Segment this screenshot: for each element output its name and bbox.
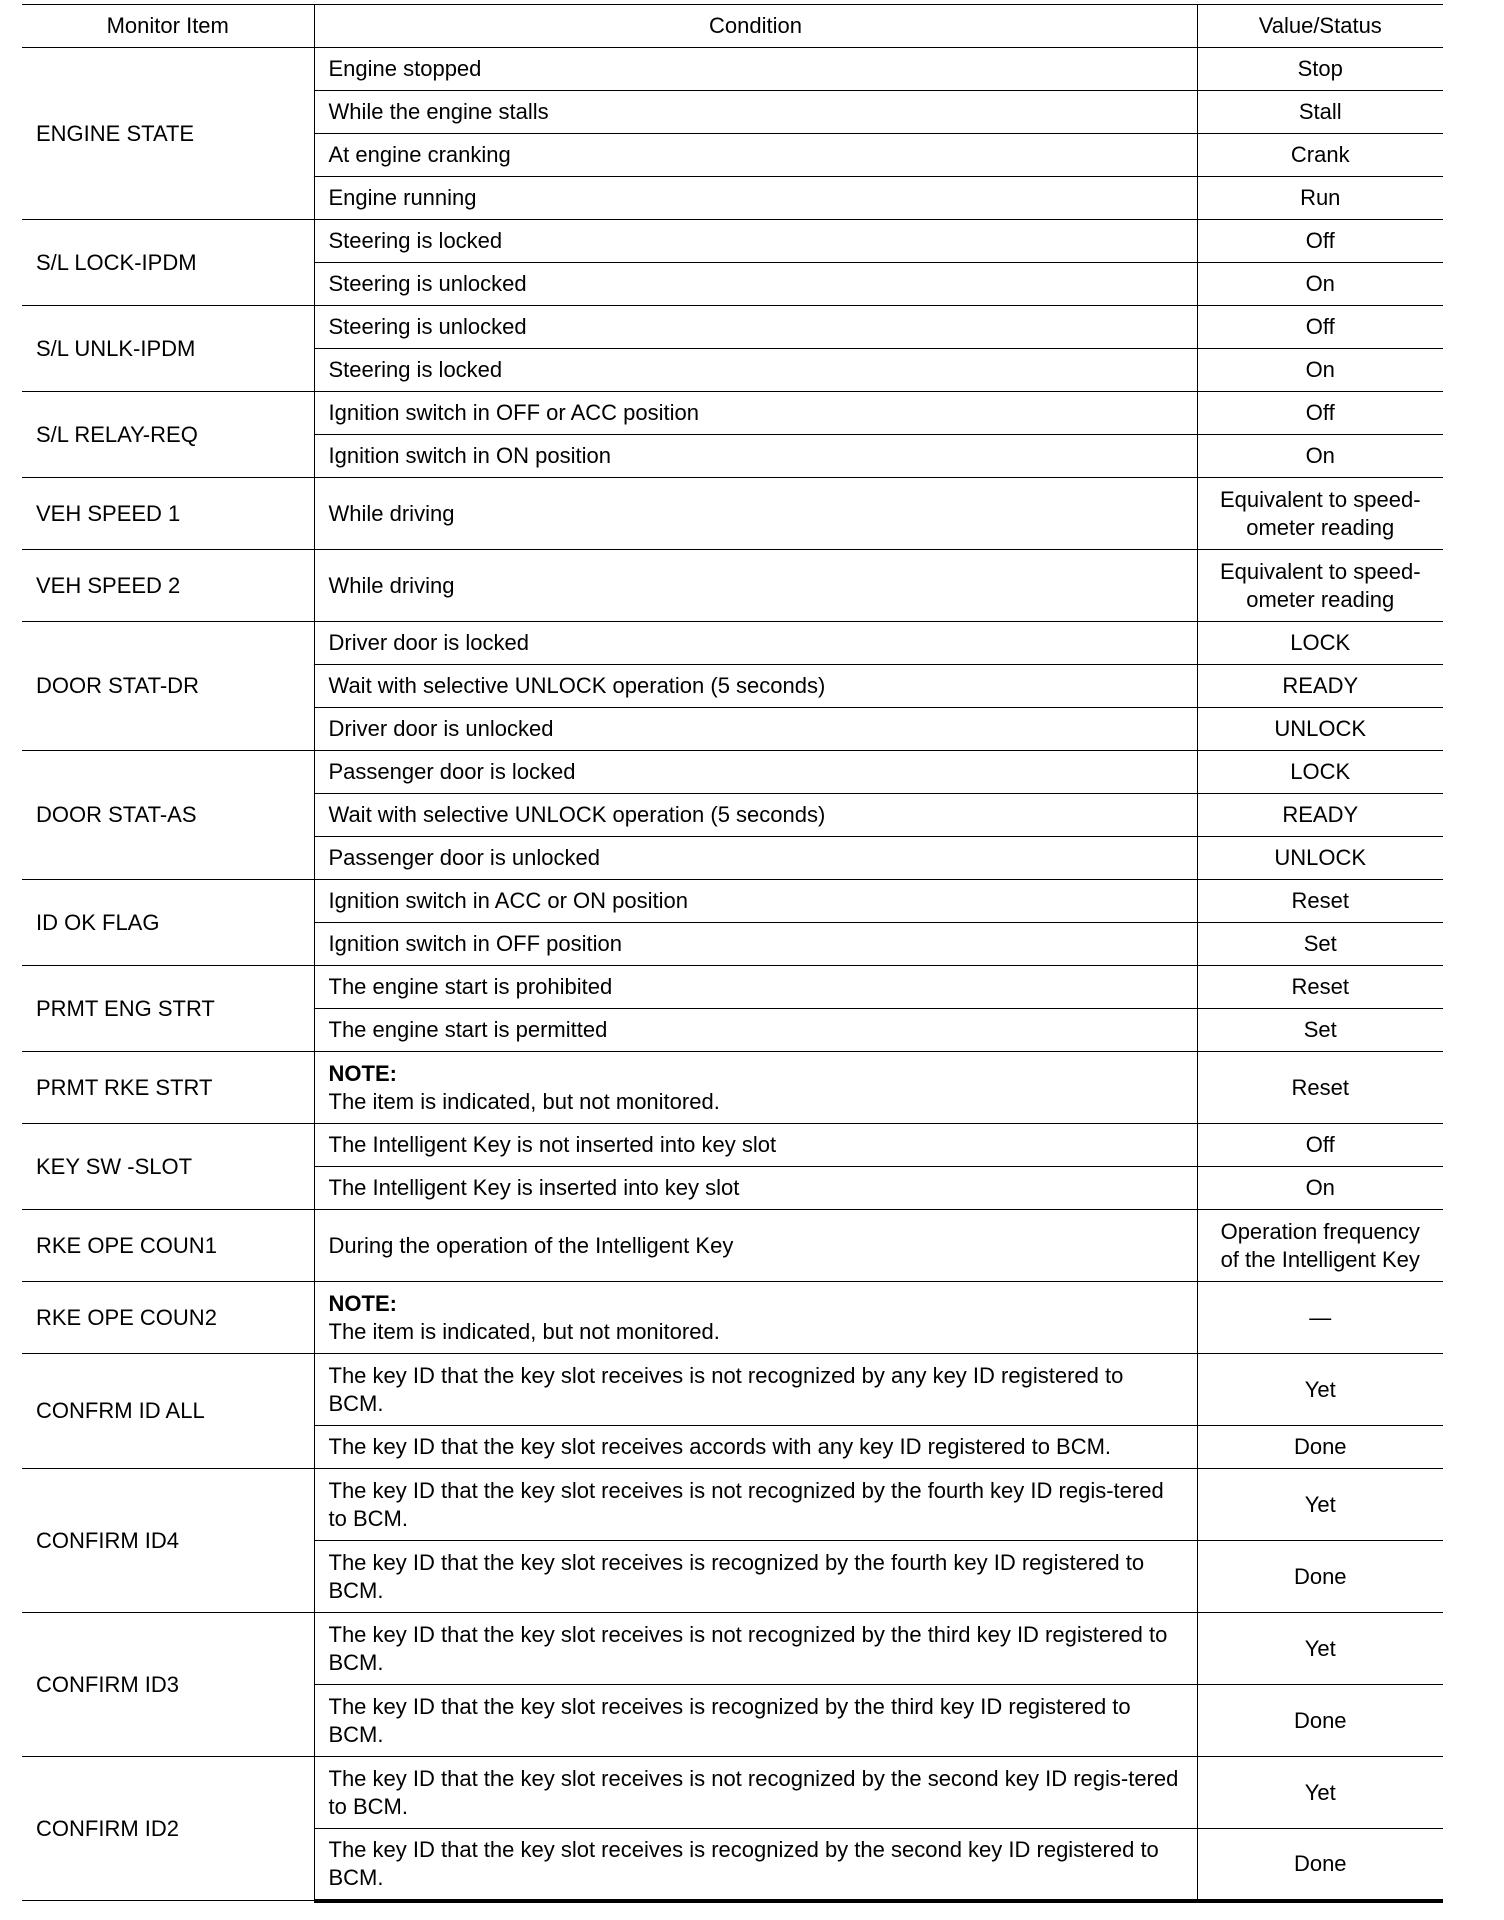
condition-cell: The Intelligent Key is not inserted into key slot xyxy=(314,1124,1197,1167)
value-status-cell: Done xyxy=(1197,1541,1443,1613)
table-header-row xyxy=(22,5,1443,48)
condition-cell: The key ID that the key slot receives is not recognized by the second key ID regis-tered to BCM. xyxy=(314,1757,1197,1829)
condition-cell: During the operation of the Intelligent Key xyxy=(314,1210,1197,1282)
table-row xyxy=(22,751,1443,794)
condition-cell: Ignition switch in OFF or ACC position xyxy=(314,392,1197,435)
condition-cell: Wait with selective UNLOCK operation (5 seconds) xyxy=(314,665,1197,708)
value-status-cell: Equivalent to speed-ometer reading xyxy=(1197,478,1443,550)
table-row xyxy=(22,1613,1443,1685)
value-status-cell: Yet xyxy=(1197,1613,1443,1685)
condition-cell xyxy=(314,1282,1197,1354)
condition-cell: The key ID that the key slot receives is not recognized by any key ID registered to BCM. xyxy=(314,1354,1197,1426)
value-status-cell: Off xyxy=(1197,306,1443,349)
value-status-cell: On xyxy=(1197,349,1443,392)
value-status-cell: Done xyxy=(1197,1685,1443,1757)
monitor-item-cell: S/L UNLK-IPDM xyxy=(22,306,314,392)
value-status-cell: Done xyxy=(1197,1426,1443,1469)
table-row xyxy=(22,966,1443,1009)
value-status-cell: On xyxy=(1197,435,1443,478)
monitor-item-cell: ENGINE STATE xyxy=(22,48,314,220)
value-status-cell: Reset xyxy=(1197,1052,1443,1124)
condition-cell: At engine cranking xyxy=(314,134,1197,177)
condition-cell: The key ID that the key slot receives is not recognized by the fourth key ID regis-tered to BCM. xyxy=(314,1469,1197,1541)
value-status-cell: Crank xyxy=(1197,134,1443,177)
value-status-cell: On xyxy=(1197,1167,1443,1210)
monitor-item-cell: S/L RELAY-REQ xyxy=(22,392,314,478)
value-status-cell: Stop xyxy=(1197,48,1443,91)
table-row xyxy=(22,392,1443,435)
value-status-cell: Done xyxy=(1197,1829,1443,1901)
condition-cell: Steering is unlocked xyxy=(314,306,1197,349)
table-row xyxy=(22,1124,1443,1167)
condition-cell: Steering is locked xyxy=(314,349,1197,392)
condition-cell: Ignition switch in OFF position xyxy=(314,923,1197,966)
header-value-status: Value/Status xyxy=(1197,5,1443,48)
condition-cell: Ignition switch in ON position xyxy=(314,435,1197,478)
table-row xyxy=(22,48,1443,91)
value-status-cell: Stall xyxy=(1197,91,1443,134)
value-status-cell: Operation frequency of the Intelligent Key xyxy=(1197,1210,1443,1282)
value-status-cell: Off xyxy=(1197,392,1443,435)
condition-cell: Passenger door is unlocked xyxy=(314,837,1197,880)
condition-cell: While the engine stalls xyxy=(314,91,1197,134)
condition-cell: The engine start is prohibited xyxy=(314,966,1197,1009)
condition-cell: The Intelligent Key is inserted into key slot xyxy=(314,1167,1197,1210)
condition-cell: The key ID that the key slot receives is recognized by the third key ID registered to BCM. xyxy=(314,1685,1197,1757)
monitor-item-cell: VEH SPEED 1 xyxy=(22,478,314,550)
table-row xyxy=(22,1282,1443,1354)
monitor-table xyxy=(22,4,1443,1903)
table-row xyxy=(22,1210,1443,1282)
monitor-item-cell: RKE OPE COUN2 xyxy=(22,1282,314,1354)
condition-cell: The key ID that the key slot receives accords with any key ID registered to BCM. xyxy=(314,1426,1197,1469)
value-status-cell: Reset xyxy=(1197,966,1443,1009)
value-status-cell: LOCK xyxy=(1197,751,1443,794)
condition-cell: The key ID that the key slot receives is recognized by the fourth key ID registered to BCM. xyxy=(314,1541,1197,1613)
value-status-cell: Reset xyxy=(1197,880,1443,923)
monitor-item-cell: PRMT RKE STRT xyxy=(22,1052,314,1124)
value-status-cell: LOCK xyxy=(1197,622,1443,665)
table-row xyxy=(22,1757,1443,1829)
monitor-item-cell: DOOR STAT-AS xyxy=(22,751,314,880)
value-status-cell: UNLOCK xyxy=(1197,837,1443,880)
value-status-cell: Run xyxy=(1197,177,1443,220)
monitor-item-cell: CONFIRM ID4 xyxy=(22,1469,314,1613)
monitor-item-cell: PRMT ENG STRT xyxy=(22,966,314,1052)
table-row xyxy=(22,550,1443,622)
table-row xyxy=(22,1469,1443,1541)
value-status-cell: Equivalent to speed-ometer reading xyxy=(1197,550,1443,622)
value-status-cell: Yet xyxy=(1197,1354,1443,1426)
value-status-cell: UNLOCK xyxy=(1197,708,1443,751)
note-title: NOTE: xyxy=(328,1290,397,1316)
table-row xyxy=(22,1052,1443,1124)
condition-cell: The key ID that the key slot receives is recognized by the second key ID registered to BCM. xyxy=(314,1829,1197,1901)
condition-cell: Steering is locked xyxy=(314,220,1197,263)
value-status-cell: On xyxy=(1197,263,1443,306)
header-monitor-item: Monitor Item xyxy=(22,5,314,48)
monitor-item-cell: VEH SPEED 2 xyxy=(22,550,314,622)
note-title: NOTE: xyxy=(328,1060,397,1086)
value-status-cell: READY xyxy=(1197,794,1443,837)
condition-cell: While driving xyxy=(314,478,1197,550)
condition-cell: Wait with selective UNLOCK operation (5 seconds) xyxy=(314,794,1197,837)
condition-cell: Driver door is locked xyxy=(314,622,1197,665)
condition-cell: Steering is unlocked xyxy=(314,263,1197,306)
monitor-item-cell: S/L LOCK-IPDM xyxy=(22,220,314,306)
note-text: The item is indicated, but not monitored. xyxy=(328,1318,720,1344)
header-condition: Condition xyxy=(314,5,1197,48)
table-row xyxy=(22,478,1443,550)
condition-cell: While driving xyxy=(314,550,1197,622)
table-row xyxy=(22,880,1443,923)
value-status-cell: Set xyxy=(1197,923,1443,966)
condition-cell xyxy=(314,1052,1197,1124)
monitor-item-cell: DOOR STAT-DR xyxy=(22,622,314,751)
value-status-cell: Yet xyxy=(1197,1757,1443,1829)
note-text: The item is indicated, but not monitored. xyxy=(328,1088,720,1114)
value-status-cell: — xyxy=(1197,1282,1443,1354)
table-row xyxy=(22,622,1443,665)
table-row xyxy=(22,220,1443,263)
value-status-cell: READY xyxy=(1197,665,1443,708)
condition-cell: Passenger door is locked xyxy=(314,751,1197,794)
monitor-item-cell: RKE OPE COUN1 xyxy=(22,1210,314,1282)
monitor-item-cell: KEY SW -SLOT xyxy=(22,1124,314,1210)
monitor-item-cell: CONFIRM ID3 xyxy=(22,1613,314,1757)
value-status-cell: Off xyxy=(1197,220,1443,263)
monitor-item-cell: CONFRM ID ALL xyxy=(22,1354,314,1469)
table-row xyxy=(22,306,1443,349)
monitor-item-cell: CONFIRM ID2 xyxy=(22,1757,314,1901)
condition-cell: Driver door is unlocked xyxy=(314,708,1197,751)
value-status-cell: Yet xyxy=(1197,1469,1443,1541)
condition-cell: Engine running xyxy=(314,177,1197,220)
condition-cell: The engine start is permitted xyxy=(314,1009,1197,1052)
condition-cell: Ignition switch in ACC or ON position xyxy=(314,880,1197,923)
condition-cell: The key ID that the key slot receives is not recognized by the third key ID registered to BCM. xyxy=(314,1613,1197,1685)
table-body xyxy=(22,48,1443,1901)
table-row xyxy=(22,1354,1443,1426)
condition-cell: Engine stopped xyxy=(314,48,1197,91)
value-status-cell: Off xyxy=(1197,1124,1443,1167)
monitor-item-cell: ID OK FLAG xyxy=(22,880,314,966)
value-status-cell: Set xyxy=(1197,1009,1443,1052)
